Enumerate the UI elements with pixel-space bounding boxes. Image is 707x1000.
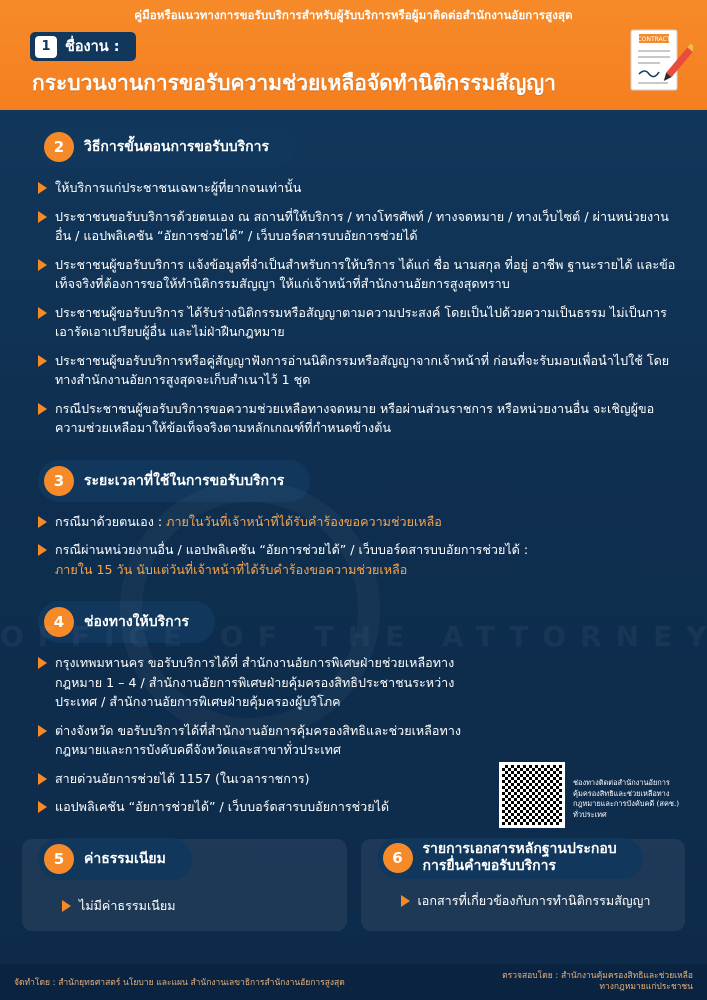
section-number-1: 1 xyxy=(35,36,57,58)
section-5-title: ค่าธรรมเนียม xyxy=(84,850,166,867)
section-4-header xyxy=(38,601,215,643)
list-item xyxy=(38,178,677,198)
list-item-text: กรณีประชาชนผู้ขอรับบริการขอความช่วยเหลือทางจดหมาย หรือผ่านส่วนราชการ หรือหน่วยงานอื่น จะเชิญผู้ขอความช่วยเหลือมาให้ข้อเท็จจริงตามหลักเกณฑ์ที่กำหนดข้างต้น xyxy=(55,400,655,436)
section-2-number: 2 xyxy=(44,132,74,162)
section-5-header xyxy=(38,838,192,880)
bullet-triangle-icon xyxy=(38,544,47,556)
page-title: กระบวนงานการขอรับความช่วยเหลือจัดทำนิติกรรมสัญญา xyxy=(32,71,556,95)
bullet-triangle-icon xyxy=(38,182,47,194)
page-footer xyxy=(0,964,707,1000)
bullet-triangle-icon xyxy=(38,307,47,319)
list-item-text: ประชาชนผู้ขอรับบริการหรือคู่สัญญาฟังการอ่านนิติกรรมหรือสัญญาจากเจ้าหน้าที่ ก่อนที่จะรับมอบเพื่อนำไปใช้ โดยทางสำนักงานอัยการสูงสุดจะเก็บสำเนาไว้ 1 ชุด xyxy=(55,352,670,388)
bullet-triangle-icon xyxy=(38,801,47,813)
list-item-text xyxy=(55,512,442,532)
section-5 xyxy=(22,839,347,932)
section-badge-1 xyxy=(30,32,136,61)
qr-code-icon[interactable] xyxy=(499,762,565,828)
list-item-text: ประชาชนขอรับบริการด้วยตนเอง ณ สถานที่ให้บริการ / ทางโทรศัพท์ / ทางจดหมาย / ทางเว็บไซต์ / ผ่านหน่วยงานอื่น / แอปพลิเคชัน “อัยการช่วยได้” / เว็บบอร์ดสารบบอัยการช่วยได้ xyxy=(55,208,669,244)
list-item xyxy=(38,255,677,294)
footer-right-text xyxy=(502,971,693,994)
section-4-title: ช่องทางให้บริการ xyxy=(84,614,189,631)
section-2 xyxy=(0,126,707,438)
section-3 xyxy=(0,460,707,580)
list-item-text: ประชาชนผู้ขอรับบริการ ได้รับร่างนิติกรรมหรือสัญญาตามความประสงค์ โดยเป็นไปด้วยความเป็นธรรม ไม่เป็นการเอารัดเอาเปรียบผู้อื่น และไม่ฝ่าฝืนกฎหมาย xyxy=(55,304,667,340)
section-6-number: 6 xyxy=(383,843,413,873)
bottom-sections xyxy=(0,839,707,932)
bullet-triangle-icon xyxy=(38,355,47,367)
list-item-detail: ภายใน 15 วัน นับแต่วันที่เจ้าหน้าที่ได้รับคำร้องขอความช่วยเหลือ xyxy=(55,561,408,577)
list-item-text: เอกสารที่เกี่ยวข้องกับการทำนิติกรรมสัญญา xyxy=(417,892,651,908)
section-label-1: ชื่องาน : xyxy=(65,39,120,55)
section-3-title: ระยะเวลาที่ใช้ในการขอรับบริการ xyxy=(84,472,285,489)
list-item xyxy=(38,207,677,246)
list-item-text: ต่างจังหวัด ขอรับบริการได้ที่สำนักงานอัยการคุ้มครองสิทธิและช่วยเหลือทางกฎหมายและการบังคับคดีจังหวัดและสาขาทั่วประเทศ xyxy=(55,722,461,758)
list-item-text: ให้บริการแก่ประชาชนเฉพาะผู้ที่ยากจนเท่านั้น xyxy=(55,180,302,195)
list-item-lead: กรณีผ่านหน่วยงานอื่น / แอปพลิเคชัน “อัยการช่วยได้” / เว็บบอร์ดสารบบอัยการช่วยได้ : xyxy=(55,542,529,558)
list-item xyxy=(38,540,677,579)
list-item xyxy=(38,721,467,760)
bullet-triangle-icon xyxy=(38,211,47,223)
list-item xyxy=(401,891,672,911)
list-item-lead: กรณีมาด้วยตนเอง : xyxy=(55,513,167,529)
section-3-body xyxy=(0,502,707,580)
footer-right-line2: ทางกฎหมายแก่ประชาชน xyxy=(599,982,693,992)
bullet-triangle-icon xyxy=(38,403,47,415)
list-item xyxy=(38,653,467,712)
section-4-number: 4 xyxy=(44,607,74,637)
bullet-triangle-icon xyxy=(401,895,410,907)
footer-left-text: จัดทำโดย : สำนักยุทธศาสตร์ นโยบาย และแผน สำนักงานเลขาธิการสำนักงานอัยการสูงสุด xyxy=(14,978,345,988)
bullet-triangle-icon xyxy=(38,773,47,785)
list-item-text xyxy=(55,540,528,579)
section-6-title-line2: การยื่นคำขอรับบริการ xyxy=(422,858,557,875)
section-2-body xyxy=(0,168,707,438)
header-subtitle: คู่มือหรือแนวทางการขอรับบริการสำหรับผู้รับบริการหรือผู้มาติดต่อสำนักงานอัยการสูงสุด xyxy=(134,8,573,22)
bullet-triangle-icon xyxy=(62,900,71,912)
list-item-detail: ภายในวันที่เจ้าหน้าที่ได้รับคำร้องขอความช่วยเหลือ xyxy=(166,513,442,529)
bullet-triangle-icon xyxy=(38,725,47,737)
bullet-triangle-icon xyxy=(38,516,47,528)
list-item xyxy=(38,769,467,789)
section-2-title: วิธีการขั้นตอนการขอรับบริการ xyxy=(84,139,269,155)
section-2-header xyxy=(38,126,295,168)
section-6-body xyxy=(361,879,686,911)
section-6-title xyxy=(423,841,617,876)
section-6-header xyxy=(377,838,643,879)
section-6 xyxy=(361,839,686,932)
list-item xyxy=(38,351,677,390)
qr-caption: ช่องทางติดต่อสำนักงานอัยการคุ้มครองสิทธิและช่วยเหลือทางกฎหมายและการบังคับคดี (สคช.) ทั่วประเทศ xyxy=(573,778,680,820)
list-item xyxy=(38,512,677,532)
section-3-header xyxy=(38,460,310,502)
footer-right-line1: ตรวจสอบโดย : สำนักงานคุ้มครองสิทธิและช่วยเหลือ xyxy=(502,970,693,981)
bullet-triangle-icon xyxy=(38,259,47,271)
page-header xyxy=(0,0,707,110)
title-badge-row xyxy=(30,32,693,61)
list-item-text: แอปพลิเคชัน “อัยการช่วยได้” / เว็บบอร์ดสารบบอัยการช่วยได้ xyxy=(55,799,390,815)
list-item-text: กรุงเทพมหานคร ขอรับบริการได้ที่ สำนักงานอัยการพิเศษฝ่ายช่วยเหลือทางกฎหมาย 1 – 4 / สำนักงานอัยการพิเศษฝ่ายคุ้มครองสิทธิประชาชนระหว่างประเทศ / สำนักงานอัยการพิเศษฝ่ายคุ้มครองผู้บริโภค xyxy=(55,655,455,710)
section-3-number: 3 xyxy=(44,466,74,496)
list-item-text: ประชาชนผู้ขอรับบริการ แจ้งข้อมูลที่จำเป็นสำหรับการให้บริการ ได้แก่ ชื่อ นามสกุล ที่อยู่ อาชีพ ฐานะรายได้ และข้อเท็จจริงที่ต้องการขอให้ทำนิติกรรมสัญญา ให้แก่เจ้าหน้าที่สำนักงานอัยการสูงสุดทราบ xyxy=(55,256,676,292)
list-item xyxy=(38,303,677,342)
list-item-text: ไม่มีค่าธรรมเนียม xyxy=(79,897,176,913)
section-6-title-line1: รายการเอกสารหลักฐานประกอบ xyxy=(422,840,617,857)
svg-text:CONTRACT: CONTRACT xyxy=(637,36,671,43)
section-5-number: 5 xyxy=(44,844,74,874)
section-5-body xyxy=(22,880,347,916)
list-item-text: สายด่วนอัยการช่วยได้ 1157 (ในเวลาราชการ) xyxy=(55,770,310,786)
qr-block xyxy=(499,762,683,828)
list-item xyxy=(38,797,467,817)
list-item xyxy=(38,399,677,438)
bullet-triangle-icon xyxy=(38,657,47,669)
contract-document-icon xyxy=(623,26,693,98)
list-item xyxy=(62,896,333,916)
